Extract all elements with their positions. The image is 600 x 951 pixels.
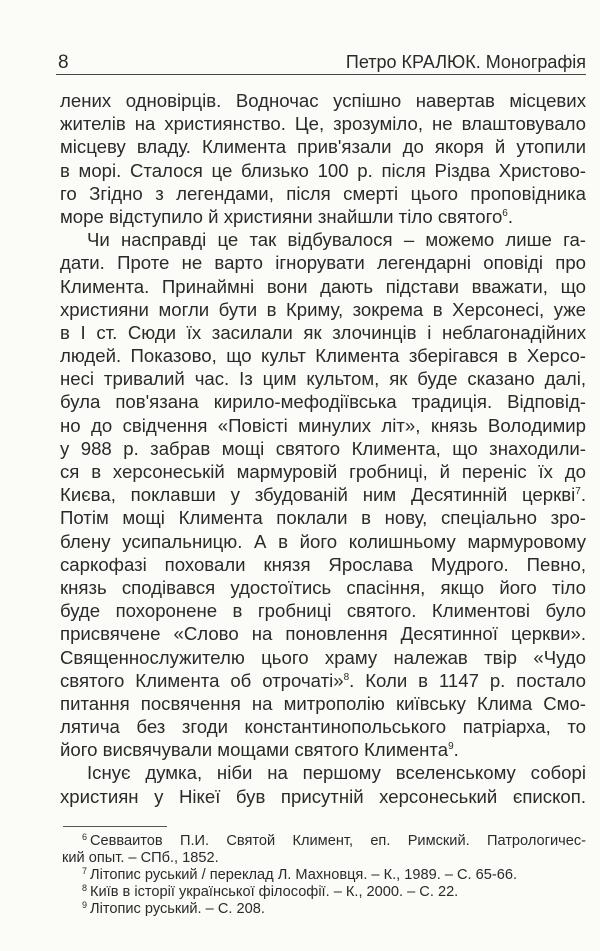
text-line (60, 89, 586, 112)
text-line (60, 298, 586, 321)
text-line (60, 182, 586, 205)
text-line (60, 275, 586, 298)
line-text: Климента. Принаймні вони дають підстави вважати, що (60, 275, 586, 297)
text-line (60, 228, 586, 251)
footnote-ref: 7 (575, 486, 581, 498)
line-text: людей. Показово, що культ Климента зберігався в Херсо- (60, 345, 586, 367)
text-line (60, 251, 586, 274)
line-text: несі тривалий час. Із цим культом, як буде сказано далі, (60, 368, 586, 390)
footnote-number: 8 (82, 883, 88, 893)
footnote-text: Літопис руський / переклад Л. Махновця. – К., 1989. – С. 65-66. (90, 867, 518, 883)
footnote-number: 9 (82, 900, 88, 910)
footnote-ref: 9 (448, 741, 454, 753)
footnote-text: Київ в історії української філософії. – К., 2000. – С. 22. (90, 884, 459, 900)
footnote-text: Севваитов П.И. Святой Климент, еп. Римский. Патрологичес- (90, 833, 586, 849)
running-title: Петро КРАЛЮК. Монографія (345, 52, 586, 72)
text-line (60, 367, 586, 390)
footnote-text: кий опыт. – СПб., 1852. (62, 850, 219, 866)
text-line (60, 135, 586, 158)
page-number: 8 (58, 52, 69, 73)
line-text: Києва, поклавши у збудованій ним Десятинній церкві (60, 484, 576, 506)
text-line (60, 460, 586, 483)
line-text: Потім мощі Климента поклали в нову, спеціально зро- (60, 507, 586, 529)
line-text: ся в херсонеській мармуровій гробниці, й переніс їх до (60, 461, 586, 482)
line-text-after: . Коли в 1147 р. постало (349, 669, 586, 691)
footnotes (62, 833, 586, 918)
line-text: християни могли бути в Криму, зокрема в Херсонесі, уже (60, 298, 586, 320)
text-line (60, 530, 586, 553)
footnote (62, 867, 586, 884)
line-text: Існує думка, ніби на першому вселенському соборі (87, 762, 586, 784)
text-line (60, 692, 586, 715)
text-line (60, 715, 586, 738)
footnote-number: 6 (82, 832, 88, 842)
footnote (62, 884, 586, 901)
running-header (56, 50, 586, 75)
line-text: була пов'язана кирило-мефодіївська традиція. Відповід- (60, 391, 586, 413)
line-text: жителів на християнство. Це, зрозуміло, не влаштовувало (60, 113, 586, 135)
line-text: дати. Проте не варто ігнорувати легендарні оповіді про (60, 252, 586, 274)
body-text (60, 89, 586, 808)
line-text: лених одновірців. Водночас успішно навертав місцевих (60, 90, 586, 111)
footnote-ref: 6 (502, 207, 508, 219)
line-text: но до свідчення «Повісті минулих літ», князь Володимир (60, 414, 586, 436)
footnote-text: Літопис руський. – С. 208. (90, 901, 265, 917)
text-line (60, 553, 586, 576)
footnote (62, 833, 586, 850)
text-line (60, 599, 586, 622)
line-text: лятича без згоди константинопольського патріарха, то (60, 716, 586, 738)
text-line (60, 414, 586, 437)
text-line (60, 321, 586, 344)
line-text: в морі. Сталося це близько 100 р. після Різдва Христово- (60, 159, 586, 181)
line-text: християн у Нікеї був присутній херсонеський єпископ. (60, 785, 586, 807)
line-text: буде похоронене в гробниці святого. Климентові було (60, 600, 586, 622)
line-text-after: . (580, 484, 586, 506)
line-text: його висвячували мощами святого Климента (60, 739, 449, 761)
line-text: Чи насправді це так відбувалося – можемо лише га- (87, 229, 586, 251)
text-line (60, 669, 586, 692)
line-text-after: . (507, 205, 514, 227)
footnote (62, 901, 586, 918)
line-text: го Згідно з легендами, після смерті цього проповідника (60, 182, 586, 204)
line-text: у 988 р. забрав мощі святого Климента, що знаходили- (60, 437, 586, 459)
line-text: князь сподівався удостоїтись спасіння, якщо його тіло (60, 576, 586, 598)
line-text: святого Климента об отрочаті» (60, 669, 344, 691)
line-text: місцеву владу. Климента прив'язали до якоря й утопили (60, 136, 586, 158)
line-text: питання посвячення на митрополію київську Клима Смо- (60, 692, 586, 714)
text-line (60, 622, 586, 645)
text-line (60, 344, 586, 367)
text-line (60, 112, 586, 135)
footnote-number: 7 (82, 866, 88, 876)
line-text: море відступило й християни знайшли тіло святого (60, 205, 503, 227)
line-text: блену усипальницю. А в його колишньому мармуровому (60, 530, 586, 552)
line-text: саркофазі поховали князя Ярослава Мудрого. Певно, (60, 553, 586, 575)
footnote-ref: 8 (343, 671, 350, 683)
text-line (60, 646, 586, 669)
footnote-divider (63, 826, 167, 827)
line-text-after: . (453, 739, 459, 761)
line-text: Священнослужителю цього храму належав твір «Чудо (60, 646, 586, 668)
text-line (60, 576, 586, 599)
text-line (60, 390, 586, 413)
text-line (60, 483, 586, 506)
line-text: присвячене «Слово на поновлення Десятинної церкви». (60, 623, 586, 645)
line-text: в І ст. Сюди їх засилали як злочинців і неблагонадійних (60, 321, 586, 343)
footnote-continuation (62, 850, 586, 867)
text-line (60, 785, 586, 808)
text-line (60, 159, 586, 182)
text-line (60, 738, 586, 761)
text-line (60, 205, 586, 228)
text-line (60, 761, 586, 784)
text-line (60, 506, 586, 529)
text-line (60, 437, 586, 460)
